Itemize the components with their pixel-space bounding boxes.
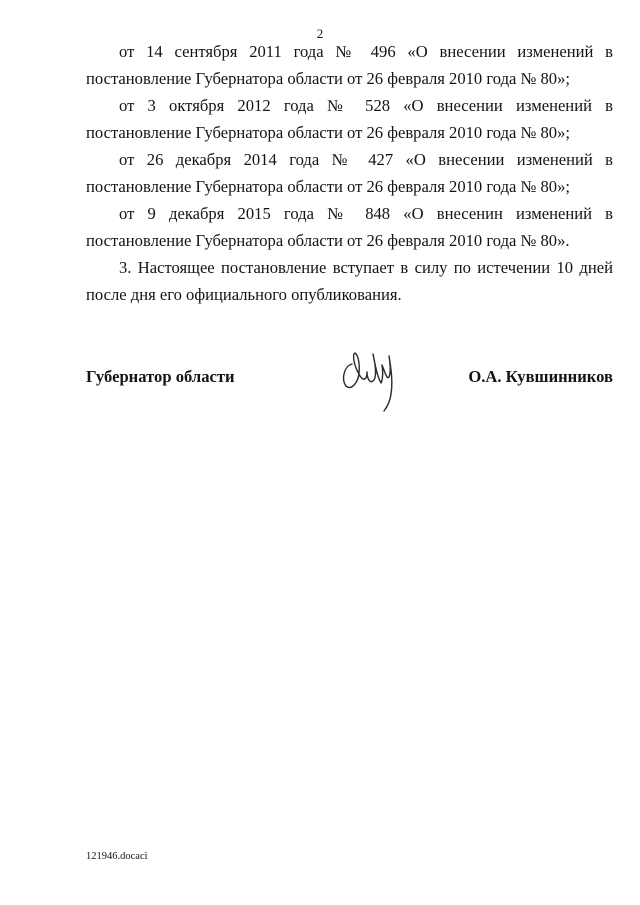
- paragraph-entry-into-force: 3. Настоящее постановление вступает в силу по истечении 10 дней после дня его официального опубликования.: [86, 258, 613, 304]
- signatory-name: О.А. Кувшинников: [468, 367, 613, 386]
- page-number: 2: [316, 26, 324, 41]
- document-file-code: 121946.docaci: [86, 851, 148, 862]
- paragraph-decree-2015: от 9 декабря 2015 года № 848 «О внесенин изменений в постановление Губернатора области от 26 февраля 2010 года № 80».: [86, 204, 613, 250]
- handwritten-signature: [338, 342, 400, 422]
- paragraph-decree-2011: от 14 сентября 2011 года № 496 «О внесении изменений в постановление Губернатора области от 26 февраля 2010 года № 80»;: [86, 42, 613, 88]
- paragraph-decree-2014: от 26 декабря 2014 года № 427 «О внесении изменений в постановление Губернатора области от 26 февраля 2010 года № 80»;: [86, 150, 613, 196]
- signature-block: [86, 357, 613, 427]
- paragraph-decree-2012: от 3 октября 2012 года № 528 «О внесении изменений в постановление Губернатора области от 26 февраля 2010 года № 80»;: [86, 96, 613, 142]
- signatory-title: Губернатор области: [86, 367, 235, 386]
- document-body: [86, 38, 613, 308]
